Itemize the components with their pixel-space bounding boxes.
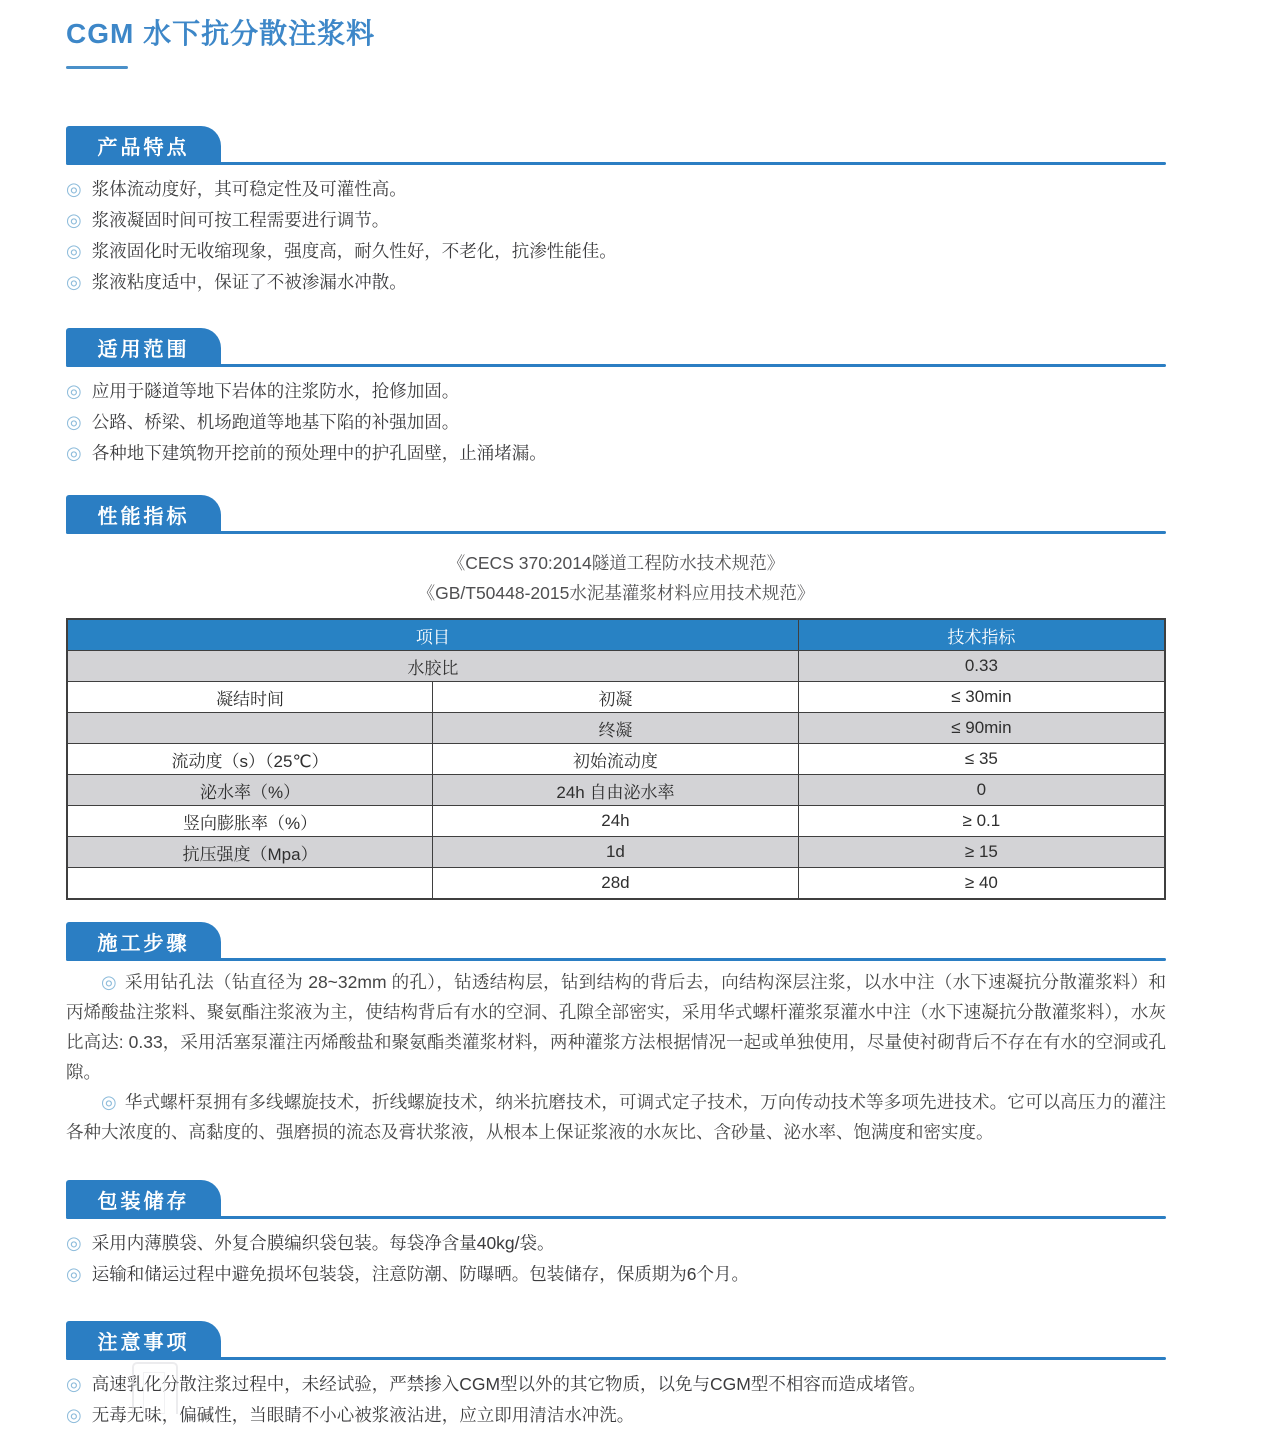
- content-column: [66, 0, 1166, 1431]
- standard-line: 《GB/T50448-2015水泥基灌浆材料应用技术规范》: [417, 583, 815, 603]
- section-badge: [66, 922, 221, 961]
- ring-bullet-icon: ◎: [66, 272, 82, 292]
- bullet-text: 浆液粘度适中，保证了不被渗漏水冲散。: [91, 272, 407, 292]
- paragraph-text: 华式螺杆泵拥有多线螺旋技术，折线螺旋技术，纳米抗磨技术，可调式定子技术，万向传动技术等多项先进技术。它可以高压力的灌注各种大浓度的、高黏度的、强磨损的流态及膏状浆液，从根本上保证浆液的水灰比、含砂量、泌水率、饱满度和密实度。: [66, 1092, 1166, 1142]
- ring-bullet-icon: ◎: [66, 412, 82, 432]
- table-cell: 竖向膨胀率（%）: [67, 806, 433, 837]
- table-cell: 凝结时间: [67, 682, 433, 713]
- table-cell: ≤ 30min: [798, 682, 1165, 713]
- bullet-text: 公路、桥梁、机场跑道等地基下陷的补强加固。: [91, 412, 460, 432]
- ring-bullet-icon: ◎: [101, 972, 118, 992]
- table-row: [67, 868, 1165, 900]
- section-underline: [66, 531, 1166, 534]
- packaging-list: [66, 1228, 1166, 1290]
- section-title-construction: 施工步骤: [97, 933, 190, 955]
- table-row: [67, 713, 1165, 744]
- table-cell: ≥ 15: [798, 837, 1165, 868]
- ring-bullet-icon: ◎: [66, 179, 82, 199]
- section-title-scope: 适用范围: [97, 339, 190, 361]
- list-item: [66, 174, 1166, 205]
- section-underline: [66, 1357, 1166, 1360]
- table-row: [67, 744, 1165, 775]
- section-underline: [66, 1216, 1166, 1219]
- list-item: [66, 438, 1166, 469]
- table-cell: 初凝: [433, 682, 799, 713]
- scope-list: [66, 376, 1166, 469]
- table-header-row: [67, 619, 1165, 651]
- section-underline: [66, 162, 1166, 165]
- table-cell: 终凝: [433, 713, 799, 744]
- table-cell: 24h: [433, 806, 799, 837]
- ring-bullet-icon: ◎: [101, 1092, 117, 1112]
- ring-bullet-icon: ◎: [66, 1374, 82, 1394]
- section-badge: [66, 126, 221, 165]
- table-row: [67, 837, 1165, 868]
- bullet-text: 浆液凝固时间可按工程需要进行调节。: [91, 210, 390, 230]
- table-cell: 流动度（s）（25℃）: [67, 744, 433, 775]
- section-title-notes: 注意事项: [97, 1332, 190, 1354]
- ring-bullet-icon: ◎: [66, 210, 82, 230]
- table-cell: [67, 868, 433, 900]
- table-row: [67, 682, 1165, 713]
- features-list: [66, 174, 1166, 298]
- list-item: [66, 407, 1166, 438]
- bullet-text: 各种地下建筑物开挖前的预处理中的护孔固壁，止涌堵漏。: [91, 443, 547, 463]
- table-cell: ≥ 0.1: [798, 806, 1165, 837]
- bullet-text: 采用内薄膜袋、外复合膜编织袋包装。每袋净含量40kg/袋。: [91, 1233, 555, 1253]
- bullet-text: 浆液固化时无收缩现象，强度高，耐久性好，不老化，抗渗性能佳。: [91, 241, 617, 261]
- list-item: [66, 1369, 1166, 1400]
- section-title-packaging: 包装储存: [97, 1191, 190, 1213]
- ring-bullet-icon: ◎: [66, 1405, 82, 1425]
- table-cell: 水胶比: [67, 651, 798, 682]
- ring-bullet-icon: ◎: [66, 1233, 82, 1253]
- list-item: [66, 376, 1166, 407]
- list-item: [66, 236, 1166, 267]
- construction-paragraphs: [66, 967, 1166, 1147]
- table-cell: 0.33: [798, 651, 1165, 682]
- section-badge: [66, 1321, 221, 1360]
- ring-bullet-icon: ◎: [66, 443, 82, 463]
- bullet-text: 运输和储运过程中避免损坏包装袋，注意防潮、防曝晒。包装储存，保质期为6个月。: [91, 1264, 749, 1284]
- standards-block: [66, 548, 1166, 608]
- table-header-cell-item: 项目: [67, 619, 798, 651]
- table-cell: 1d: [433, 837, 799, 868]
- list-item: [66, 1259, 1166, 1290]
- list-item: [66, 1400, 1166, 1431]
- table-cell: 泌水率（%）: [67, 775, 433, 806]
- table-cell: ≥ 40: [798, 868, 1165, 900]
- table-cell: 0: [798, 775, 1165, 806]
- section-badge: [66, 495, 221, 534]
- construction-paragraph: [66, 967, 1166, 1087]
- notes-list: [66, 1369, 1166, 1431]
- ring-bullet-icon: ◎: [66, 1264, 82, 1284]
- table-cell: 28d: [433, 868, 799, 900]
- section-header-packaging: [66, 1179, 1166, 1219]
- section-underline: [66, 364, 1166, 367]
- watermark-package-outline: [132, 1362, 178, 1414]
- section-underline: [66, 958, 1166, 961]
- ring-bullet-icon: ◎: [66, 241, 82, 261]
- standard-line: 《CECS 370:2014隧道工程防水技术规范》: [447, 553, 785, 573]
- table-cell: 24h 自由泌水率: [433, 775, 799, 806]
- table-header-cell-indicator: 技术指标: [798, 619, 1165, 651]
- section-header-features: [66, 125, 1166, 165]
- bullet-text: 应用于隧道等地下岩体的注浆防水，抢修加固。: [91, 381, 460, 401]
- paragraph-text: 采用钻孔法（钻直径为 28~32mm 的孔），钻透结构层，钻到结构的背后去，向结构深层注浆，以水中注（水下速凝抗分散灌浆料）和丙烯酸盐注浆料、聚氨酯注浆液为主，使结构背后有水的空洞、孔隙全部密实，采用华式螺杆灌浆泵灌水中注（水下速凝抗分散灌浆料），水灰比高达: 0.33，采用活塞泵灌注丙烯酸盐和聚氨酯类灌浆材料，两种灌浆方法根据情况一起或单独使用，尽量使衬砌背后不存在有水的空洞或孔隙。: [66, 972, 1166, 1082]
- table-cell: ≤ 90min: [798, 713, 1165, 744]
- table-row: [67, 806, 1165, 837]
- table-row: [67, 651, 1165, 682]
- title-underline: [66, 66, 128, 69]
- bullet-text: 浆体流动度好，其可稳定性及可灌性高。: [91, 179, 407, 199]
- section-title-features: 产品特点: [97, 137, 190, 159]
- section-title-performance: 性能指标: [97, 506, 190, 528]
- bullet-text: 无毒无味，偏碱性，当眼睛不小心被浆液沾进，应立即用清洁水冲洗。: [91, 1405, 635, 1425]
- bullet-text: 高速乳化分散注浆过程中，未经试验，严禁掺入CGM型以外的其它物质，以免与CGM型不相容而造成堵管。: [91, 1374, 926, 1394]
- section-header-construction: [66, 921, 1166, 961]
- section-badge: [66, 328, 221, 367]
- section-header-performance: [66, 494, 1166, 534]
- table-cell: [67, 713, 433, 744]
- page-title: CGM 水下抗分散注浆料: [66, 18, 376, 49]
- table-cell: 初始流动度: [433, 744, 799, 775]
- table-row: [67, 775, 1165, 806]
- performance-table: [66, 618, 1166, 900]
- table-cell: ≤ 35: [798, 744, 1165, 775]
- list-item: [66, 205, 1166, 236]
- table-cell: 抗压强度（Mpa）: [67, 837, 433, 868]
- list-item: [66, 1228, 1166, 1259]
- section-header-scope: [66, 327, 1166, 367]
- construction-paragraph: [66, 1087, 1166, 1147]
- section-badge: [66, 1180, 221, 1219]
- section-header-notes: [66, 1320, 1166, 1360]
- ring-bullet-icon: ◎: [66, 381, 82, 401]
- list-item: [66, 267, 1166, 298]
